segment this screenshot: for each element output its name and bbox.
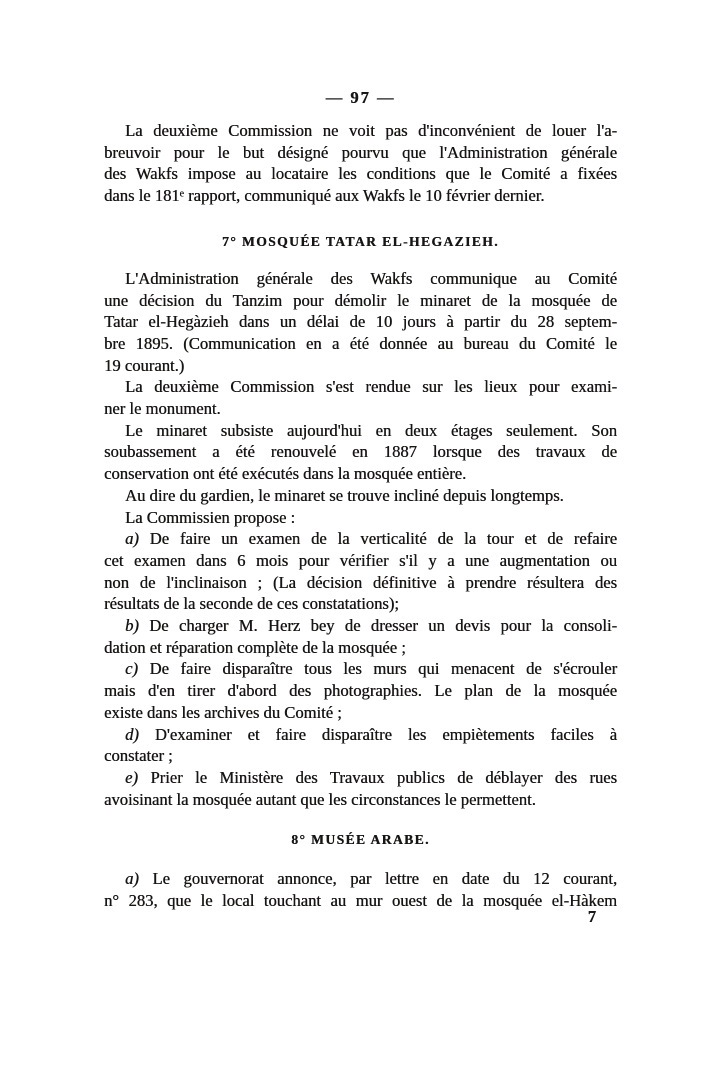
text-line: n° 283, que le local touchant au mur ouest de la mosquée el-Hàkem — [104, 891, 617, 911]
list-item-e — [104, 767, 617, 810]
item-text: Le gouvernorat annonce, par lettre en date du 12 courant, — [152, 869, 617, 889]
paragraph-minaret-etat — [104, 420, 617, 485]
list-item-b — [104, 615, 617, 658]
section-body — [104, 268, 617, 811]
text-line: Au dire du gardien, le minaret se trouve incliné depuis longtemps. — [125, 485, 564, 505]
item-text: D'examiner et faire disparaître les empiètements faciles à — [154, 724, 617, 744]
text-line: résultats de la seconde de ces constatations); — [104, 594, 399, 614]
text-line: Tatar el-Hegàzieh dans un délai de 10 jours à partir du 28 septem- — [104, 312, 617, 332]
text-line: conservation ont été exécutés dans la mosquée entière. — [104, 464, 467, 484]
text-line: La Commissien propose : — [125, 507, 296, 527]
item-marker: b) — [125, 616, 139, 636]
item-text: Prier le Ministère des Travaux publics de déblayer des rues — [150, 767, 617, 787]
text-line: mais d'en tirer d'abord des photographies. Le plan de la mosquée — [104, 681, 617, 701]
item-text: De faire un examen de la verticalité de la tour et de refaire — [149, 529, 617, 549]
paragraph-tanzim-decision — [104, 268, 617, 377]
text-line — [104, 868, 617, 890]
item-marker: a) — [125, 869, 139, 889]
text-line: soubassement a été renouvelé en 1887 lorsque des travaux de — [104, 442, 617, 462]
item-text: De faire disparaître tous les murs qui menacent de s'écrouler — [149, 659, 618, 679]
list-item-a — [104, 528, 617, 615]
text-line: ner le monument. — [104, 399, 221, 419]
text-line — [104, 658, 617, 680]
page-number: — 97 — — [325, 88, 396, 107]
text-line: 19 courant.) — [104, 355, 185, 375]
text-line: breuvoir pour le but désigné pourvu que l'Administration générale — [104, 142, 617, 162]
text-line: constater ; — [104, 746, 173, 766]
paragraph-gardien — [104, 485, 617, 507]
section-heading-mosquee-tatar: 7° MOSQUÉE TATAR EL-HEGAZIEH. — [222, 233, 499, 249]
item-marker: d) — [125, 724, 139, 744]
paragraph-abreuvoir — [104, 120, 617, 207]
text-line: dation et réparation complète de la mosquée ; — [104, 637, 406, 657]
text-line: non de l'inclinaison ; (La décision définitive à prendre résultera des — [104, 572, 617, 592]
text-line: La deuxième Commission s'est rendue sur les lieux pour exami- — [125, 377, 617, 397]
signature-mark: 7 — [587, 906, 596, 926]
text-line: La deuxième Commission ne voit pas d'inconvénient de louer l'a- — [125, 121, 617, 140]
item-marker: a) — [125, 529, 139, 549]
text-line — [104, 615, 617, 637]
text-line: des Wakfs impose au locataire les conditions que le Comité a fixées — [104, 164, 617, 184]
section-heading-musee-arabe: 8° MUSÉE ARABE. — [291, 832, 430, 848]
text-line: cet examen dans 6 mois pour vérifier s'il y a une augmentation ou — [104, 550, 617, 570]
list-item-d — [104, 724, 617, 767]
item-marker: c) — [125, 659, 138, 679]
text-line: avoisinant la mosquée autant que les circonstances le permettent. — [104, 789, 536, 809]
list-item-c — [104, 658, 617, 723]
text-line: existe dans les archives du Comité ; — [104, 702, 342, 722]
text-line: L'Administration générale des Wakfs communique au Comité — [125, 268, 617, 288]
text-line — [104, 528, 617, 550]
paragraph-gouvernorat — [104, 868, 617, 911]
text-line: bre 1895. (Communication en a été donnée au bureau du Comité le — [104, 333, 617, 353]
item-text: De charger M. Herz bey de dresser un devis pour la consoli- — [149, 616, 618, 636]
paragraph-propose — [104, 507, 617, 529]
text-line: Le minaret subsiste aujourd'hui en deux étages seulement. Son — [125, 420, 617, 440]
text-line — [104, 724, 617, 746]
text-line — [104, 767, 617, 789]
text-line: une décision du Tanzim pour démolir le minaret de la mosquée de — [104, 290, 617, 310]
paragraph-commission-visite — [104, 376, 617, 419]
item-marker: e) — [125, 767, 138, 787]
text-line: dans le 181ᵉ rapport, communiqué aux Wakfs le 10 février dernier. — [104, 186, 545, 206]
